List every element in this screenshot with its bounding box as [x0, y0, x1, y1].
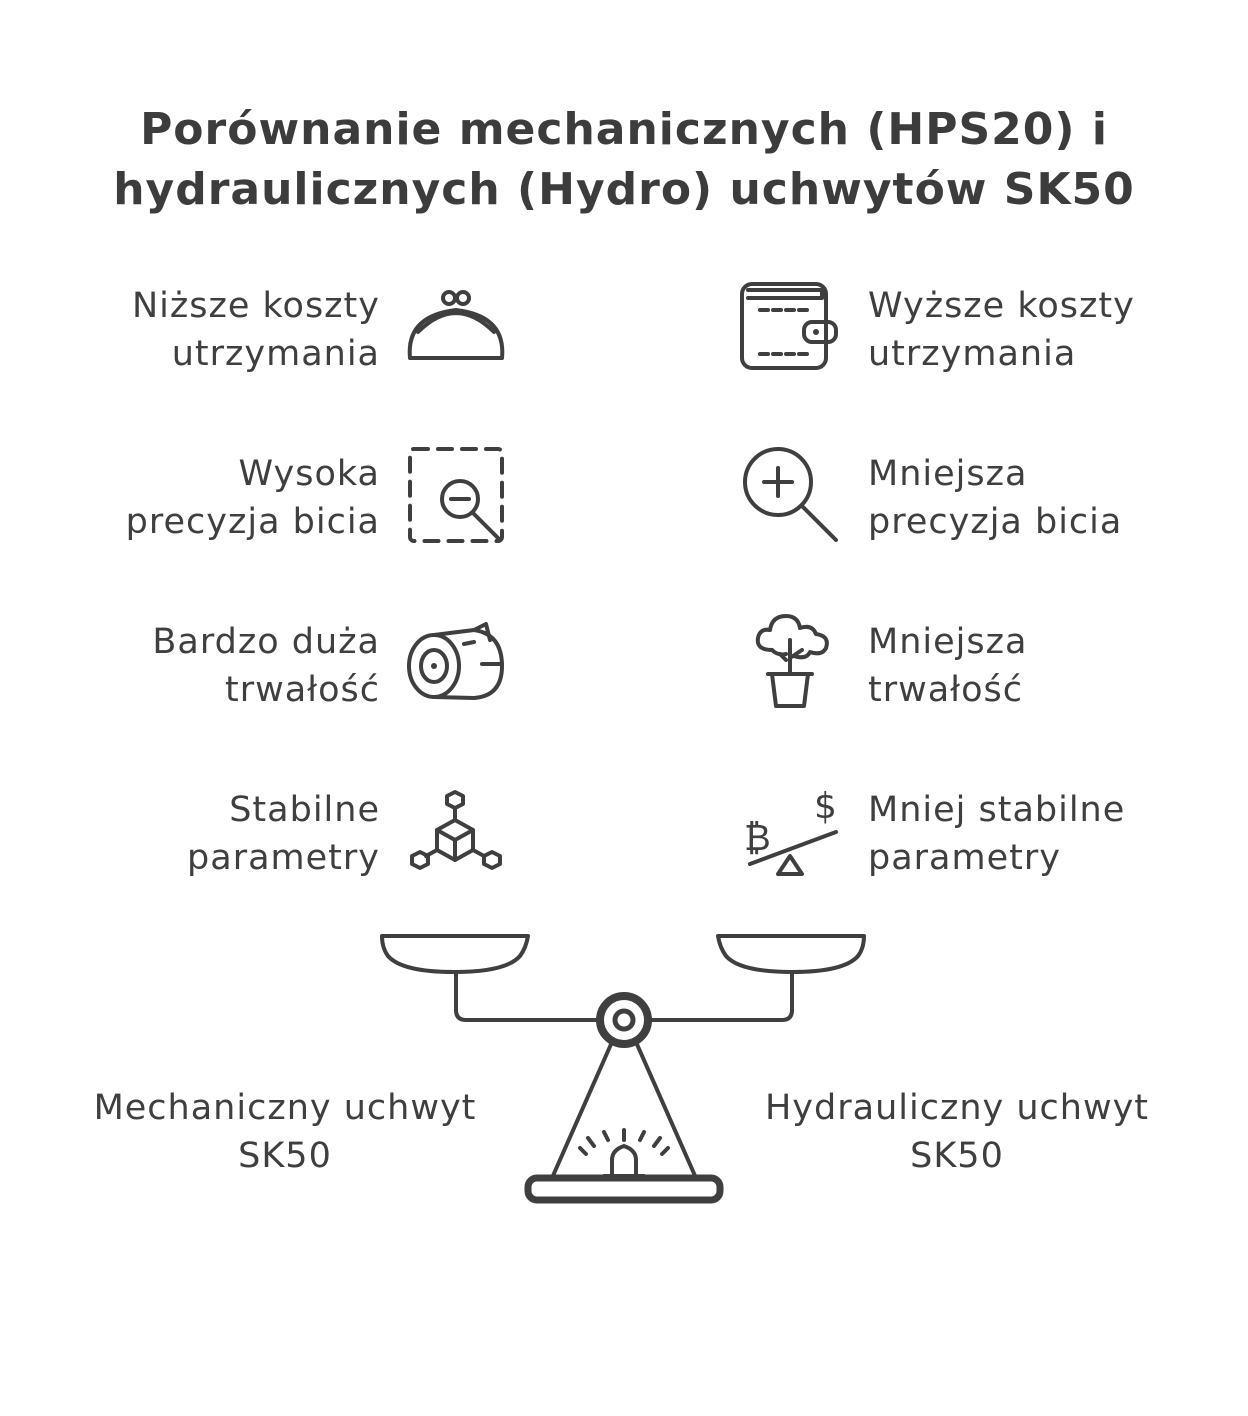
right-item-parameters-line1: Mniej stabilne	[868, 790, 1126, 830]
mechanical-holder-label-line2: SK50	[238, 1136, 332, 1176]
left-item-durability-line2: trwałość	[224, 670, 380, 710]
left-item-parameters-line1: Stabilne	[229, 790, 380, 830]
mechanical-holder-label	[60, 1084, 510, 1180]
title-line-1: Porównanie mechanicznych (HPS20) i	[140, 104, 1108, 155]
left-item-precision	[126, 450, 380, 546]
coin-purse-icon	[404, 286, 508, 368]
left-item-precision-line2: precyzja bicia	[125, 502, 380, 542]
right-item-precision-line1: Mniejsza	[868, 454, 1028, 494]
left-item-precision-line1: Wysoka	[238, 454, 380, 494]
left-item-parameters	[187, 786, 380, 882]
right-item-maintenance-cost	[868, 282, 1135, 378]
title-line-2: hydraulicznych (Hydro) uchwytów SK50	[113, 164, 1135, 215]
right-item-precision-line2: precyzja bicia	[868, 502, 1123, 542]
connected-cube-icon	[408, 788, 504, 872]
wallet-icon	[738, 280, 842, 372]
potted-plant-icon	[750, 610, 834, 714]
left-item-durability-line1: Bardzo duża	[152, 622, 380, 662]
zoom-out-frame-icon	[404, 444, 508, 548]
right-item-parameters-line2: parametry	[868, 838, 1061, 878]
right-item-maintenance-cost-line1: Wyższe koszty	[868, 286, 1135, 326]
left-item-durability	[152, 618, 380, 714]
currency-seesaw-icon	[744, 780, 844, 880]
right-item-maintenance-cost-line2: utrzymania	[868, 334, 1077, 374]
hydraulic-holder-label-line1: Hydrauliczny uchwyt	[764, 1088, 1150, 1128]
left-item-parameters-line2: parametry	[187, 838, 380, 878]
dollar-sign-glyph: $	[814, 786, 837, 827]
log-icon	[404, 620, 508, 704]
bitcoin-sign-glyph: ₿	[744, 818, 771, 859]
zoom-in-icon	[740, 444, 844, 548]
page-title	[0, 100, 1248, 220]
right-item-durability	[868, 618, 1027, 714]
left-item-maintenance-cost-line2: utrzymania	[171, 334, 380, 374]
mechanical-holder-label-line1: Mechaniczny uchwyt	[93, 1088, 477, 1128]
hydraulic-holder-label	[732, 1084, 1182, 1180]
left-item-maintenance-cost	[132, 282, 380, 378]
left-item-maintenance-cost-line1: Niższe koszty	[131, 286, 380, 326]
right-item-durability-line1: Mniejsza	[868, 622, 1028, 662]
right-item-parameters	[868, 786, 1125, 882]
hydraulic-holder-label-line2: SK50	[910, 1136, 1004, 1176]
right-item-durability-line2: trwałość	[868, 670, 1024, 710]
right-item-precision	[868, 450, 1122, 546]
